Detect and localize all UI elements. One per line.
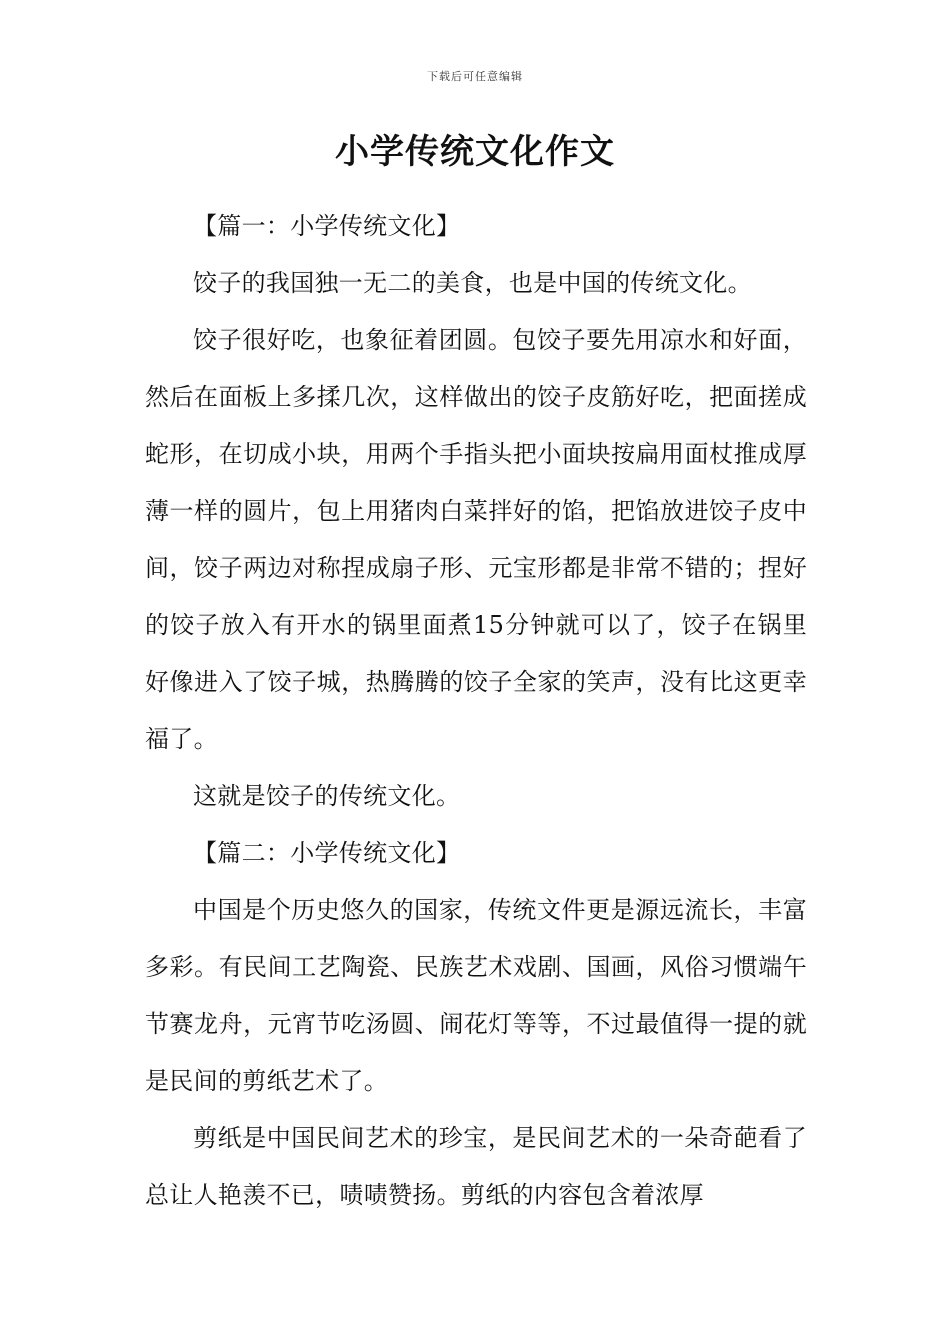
- paragraph: 剪纸是中国民间艺术的珍宝，是民间艺术的一朵奇葩看了总让人艳羡不已，啧啧赞扬。剪纸的内容包含着浓厚: [145, 1124, 807, 1209]
- paragraph: 中国是个历史悠久的国家，传统文件更是源远流长，丰富多彩。有民间工艺陶瓷、民族艺术戏剧、国画，风俗习惯端午节赛龙舟，元宵节吃汤圆、闹花灯等等，不过最值得一提的就是民间的剪纸艺术了。: [145, 896, 807, 1095]
- document-body: [145, 198, 807, 1224]
- header-note: 下载后可任意编辑: [427, 70, 523, 83]
- section-heading-2: 【篇二：小学传统文化】: [193, 839, 461, 867]
- page-title: 小学传统文化作文: [335, 132, 615, 172]
- section-heading-1: 【篇一：小学传统文化】: [193, 212, 461, 240]
- paragraph: 饺子的我国独一无二的美食，也是中国的传统文化。: [193, 269, 752, 297]
- paragraph: 饺子很好吃，也象征着团圆。包饺子要先用凉水和好面，然后在面板上多揉几次，这样做出的饺子皮筋好吃，把面搓成蛇形，在切成小块，用两个手指头把小面块按扁用面杖推成厚薄一样的圆片，包上用猪肉白菜拌好的馅，把馅放进饺子皮中间，饺子两边对称捏成扇子形、元宝形都是非常不错的；捏好的饺子放入有开水的锅里面煮15分钟就可以了，饺子在锅里好像进入了饺子城，热腾腾的饺子全家的笑声，没有比这更幸福了。: [145, 326, 807, 753]
- paragraph: 这就是饺子的传统文化。: [193, 782, 461, 810]
